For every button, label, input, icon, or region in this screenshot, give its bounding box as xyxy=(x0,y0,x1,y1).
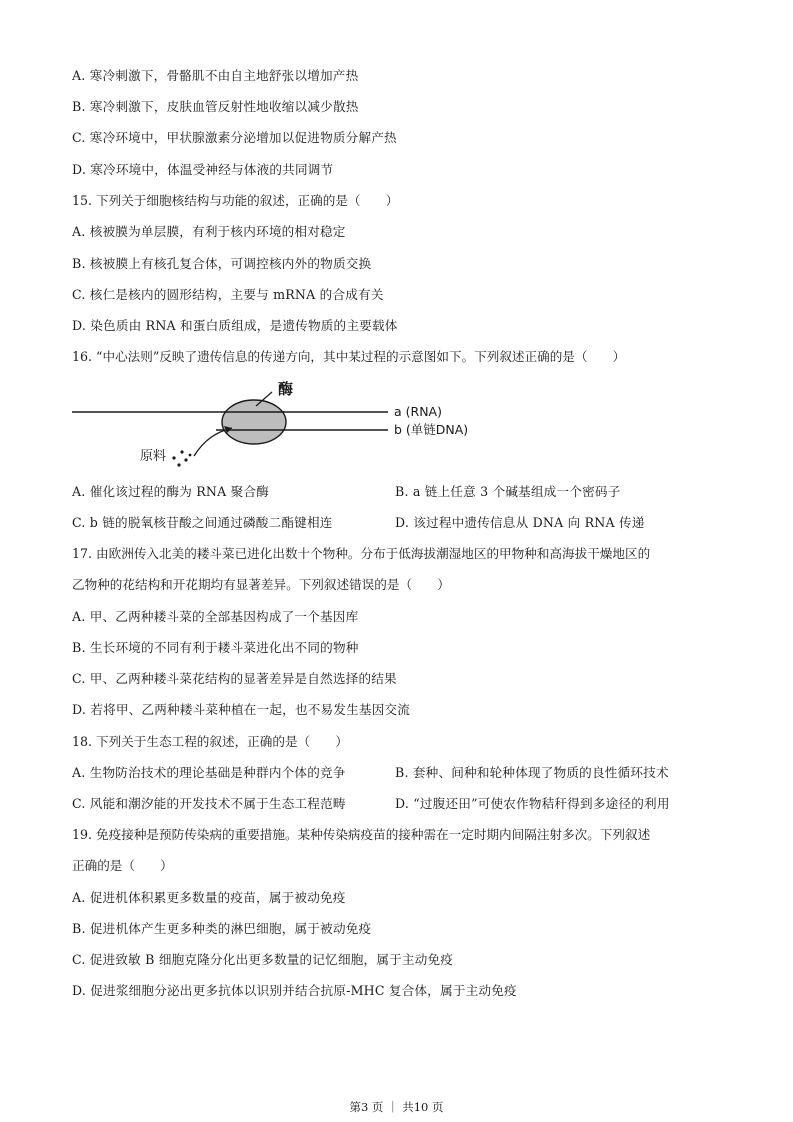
q17-option-c: C. 甲、乙两种耧斗菜花结构的显著差异是自然选择的结果 xyxy=(72,671,397,686)
q15-option-a: A. 核被膜为单层膜，有利于核内环境的相对稳定 xyxy=(72,224,346,239)
q18-stem: 18. 下列关于生态工程的叙述，正确的是（ ） xyxy=(72,734,348,749)
q17-option-d: D. 若将甲、乙两种耧斗菜种植在一起，也不易发生基因交流 xyxy=(72,702,411,717)
q17-stem-line1: 17. 由欧洲传入北美的耧斗菜已进化出数十个物种。分布于低海拔潮湿地区的甲物种和高海拔干燥地区的 xyxy=(72,546,651,561)
q19-option-b: B. 促进机体产生更多种类的淋巴细胞，属于被动免疫 xyxy=(72,921,372,936)
q19-option-d: D. 促进浆细胞分泌出更多抗体以识别并结合抗原-MHC 复合体，属于主动免疫 xyxy=(72,983,517,998)
q14-option-a: A. 寒冷刺激下，骨骼肌不由自主地舒张以增加产热 xyxy=(72,68,359,83)
q16-option-d: D. 该过程中遗传信息从 DNA 向 RNA 传递 xyxy=(395,515,645,530)
strand-b-label: b (单链DNA) xyxy=(394,422,469,437)
q18-option-b: B. 套种、间种和轮种体现了物质的良性循环技术 xyxy=(395,765,669,780)
enzyme-label: 酶 xyxy=(278,380,294,398)
transcription-diagram xyxy=(66,376,486,472)
nucleotide-dot xyxy=(189,454,192,457)
q16-option-b: B. a 链上任意 3 个碱基组成一个密码子 xyxy=(395,484,621,499)
q17-option-a: A. 甲、乙两种耧斗菜的全部基因构成了一个基因库 xyxy=(72,609,359,624)
q19-stem-line2: 正确的是（ ） xyxy=(72,858,173,873)
q15-option-c: C. 核仁是核内的圆形结构，主要与 mRNA 的合成有关 xyxy=(72,287,384,302)
q18-option-c: C. 风能和潮汐能的开发技术不属于生态工程范畴 xyxy=(72,796,346,811)
material-label: 原料 xyxy=(140,449,167,464)
nucleotide-dot xyxy=(177,463,180,466)
q15-stem: 15. 下列关于细胞核结构与功能的叙述，正确的是（ ） xyxy=(72,193,399,208)
strand-a-label: a (RNA) xyxy=(394,404,442,419)
q19-option-a: A. 促进机体积累更多数量的疫苗，属于被动免疫 xyxy=(72,890,346,905)
q15-option-b: B. 核被膜上有核孔复合体，可调控核内外的物质交换 xyxy=(72,256,372,271)
enzyme-ellipse xyxy=(222,400,286,444)
q18-option-a: A. 生物防治技术的理论基础是种群内个体的竞争 xyxy=(72,765,346,780)
page-footer: 第3 页 ｜ 共10 页 xyxy=(349,1100,444,1114)
nucleotide-dot xyxy=(180,450,183,453)
q17-option-b: B. 生长环境的不同有利于耧斗菜进化出不同的物种 xyxy=(72,640,359,655)
q14-option-d: D. 寒冷环境中，体温受神经与体液的共同调节 xyxy=(72,162,334,177)
nucleotide-dot xyxy=(184,458,187,461)
q14-option-c: C. 寒冷环境中，甲状腺激素分泌增加以促进物质分解产热 xyxy=(72,130,397,145)
q18-option-d: D. “过腹还田”可使农作物秸秆得到多途径的利用 xyxy=(395,796,670,811)
q14-option-b: B. 寒冷刺激下，皮肤血管反射性地收缩以减少散热 xyxy=(72,99,359,114)
q15-option-d: D. 染色质由 RNA 和蛋白质组成，是遗传物质的主要载体 xyxy=(72,318,398,333)
q16-option-a: A. 催化该过程的酶为 RNA 聚合酶 xyxy=(72,484,270,499)
q19-stem-line1: 19. 免疫接种是预防传染病的重要措施。某种传染病疫苗的接种需在一定时期内间隔注射多次。下列叙述 xyxy=(72,827,651,842)
q17-stem-line2: 乙物种的花结构和开花期均有显著差异。下列叙述错误的是（ ） xyxy=(72,577,450,592)
q16-option-c: C. b 链的脱氧核苷酸之间通过磷酸二酯键相连 xyxy=(72,515,333,530)
nucleotide-dot xyxy=(172,456,175,459)
q19-option-c: C. 促进致敏 B 细胞克隆分化出更多数量的记忆细胞，属于主动免疫 xyxy=(72,952,454,967)
q16-stem: 16. “中心法则”反映了遗传信息的传递方向，其中某过程的示意图如下。下列叙述正确的是（ ） xyxy=(72,349,626,364)
